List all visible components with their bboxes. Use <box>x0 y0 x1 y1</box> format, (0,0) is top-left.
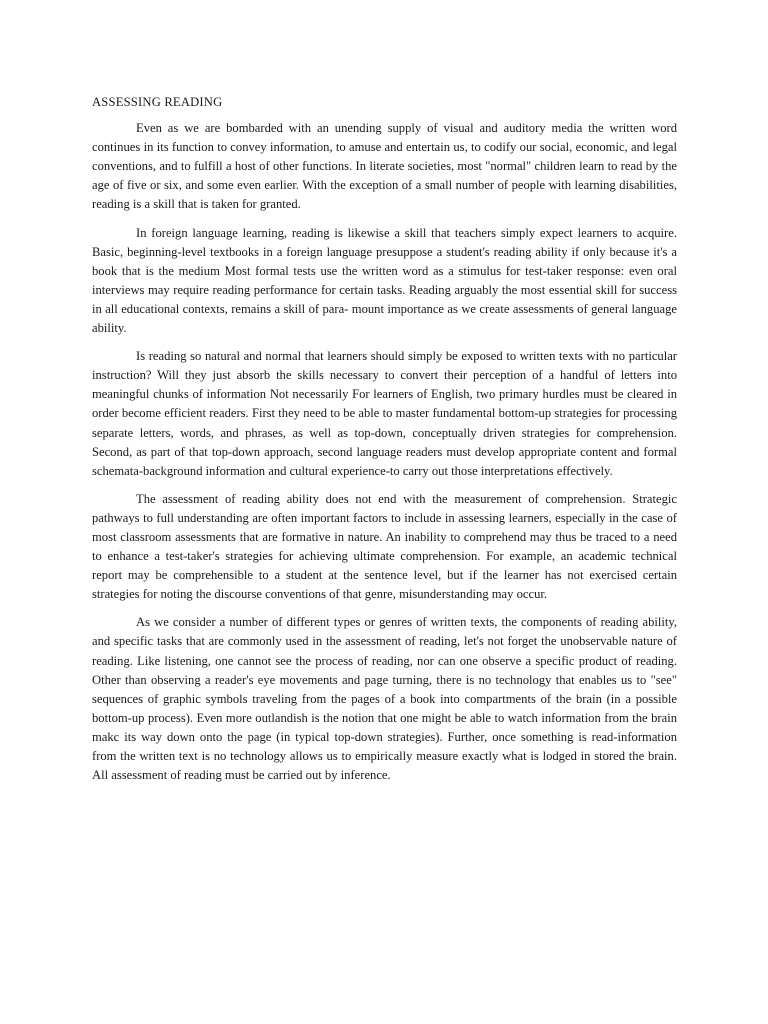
paragraph-4: The assessment of reading ability does not end with the measurement of comprehension. Strategic pathways to full understanding are often important factors to include in assessing learners, especially in the case of most classroom assessments that are formative in nature. An inability to comprehend may thus be traced to a need to enhance a test-taker's strategies for achieving ultimate comprehension. For example, an academic technical report may be comprehensible to a student at the sentence level, but if the learner has not exercised certain strategies for noting the discourse conventions of that genre, misunderstanding may occur. <box>92 491 677 602</box>
paragraph-2: In foreign language learning, reading is likewise a skill that teachers simply expect learners to acquire. Basic, beginning-level textbooks in a foreign language presuppose a student's reading ability if only because it's a book that is the medium Most formal tests use the written word as a stimulus for test-taker response: even oral interviews may require reading performance for certain tasks. Reading arguably the most essential skill for success in all educational contexts, remains a skill of para- mount importance as we create assessments of general language ability. <box>92 225 677 336</box>
document-page <box>92 93 677 794</box>
paragraph-3: Is reading so natural and normal that learners should simply be exposed to written texts with no particular instruction? Will they just absorb the skills necessary to convert their perception of a handful of letters into meaningful chunks of information Not necessarily For learners of English, two primary hurdles must be cleared in order become efficient readers. First they need to be able to master fundamental bottom-up strategies for processing separate letters, words, and phrases, as well as top-down, conceptually driven strategies for comprehension. Second, as part of that top-down approach, second language readers must develop appropriate content and formal schemata-background information and cultural experience-to carry out those interpretations effectively. <box>92 349 677 478</box>
paragraph-5: As we consider a number of different types or genres of written texts, the components of reading ability, and specific tasks that are commonly used in the assessment of reading, let's not forget the unobservable nature of reading. Like listening, one cannot see the process of reading, nor can one observe a specific product of reading. Other than observing a reader's eye movements and page turning, there is no technology that enables us to "see" sequences of graphic symbols traveling from the pages of a book into compartments of the brain (in a possible bottom-up process). Even more outlandish is the notion that one might be able to watch information from the brain makc its way down onto the page (in typical top-down strategies). Further, once something is read-information from the written text is no technology allows us to empirically measure exactly what is lodged in stored the brain. All assessment of reading must be carried out by inference. <box>92 615 677 783</box>
paragraph-1: Even as we are bombarded with an unending supply of visual and auditory media the written word continues in its function to convey information, to amuse and entertain us, to codify our social, economic, and legal conventions, and to fulfill a host of other functions. In literate societies, most "normal" children learn to read by the age of five or six, and some even earlier. With the exception of a small number of people with learning disabilities, reading is a skill that is taken for granted. <box>92 121 677 212</box>
document-title: ASSESSING READING <box>92 95 223 109</box>
